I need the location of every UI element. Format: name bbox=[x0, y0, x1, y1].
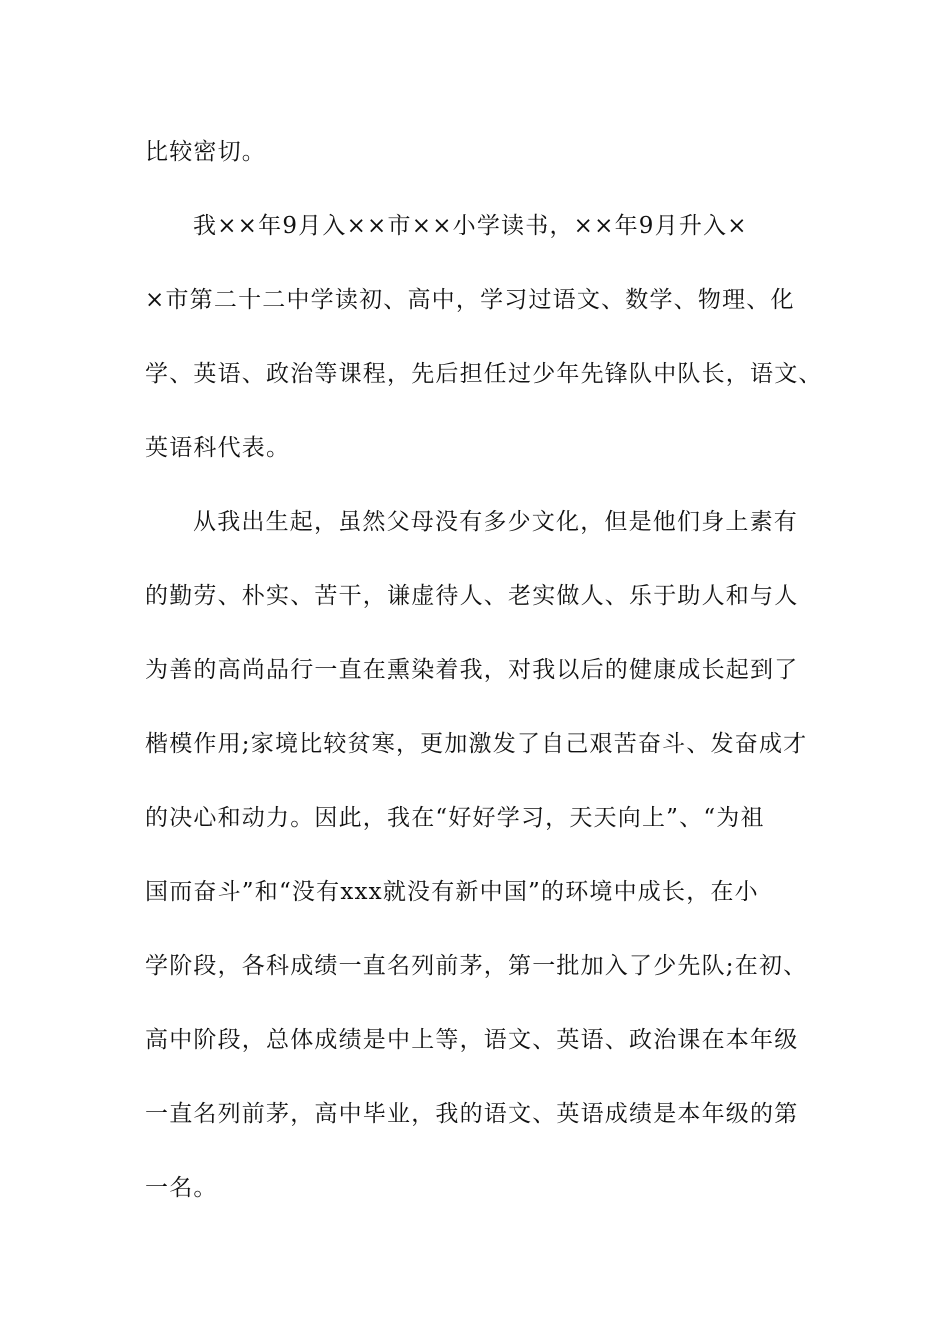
text-line: 高中阶段，总体成绩是中上等，语文、英语、政治课在本年级 bbox=[145, 1027, 799, 1053]
text-line: 一名。 bbox=[145, 1175, 218, 1201]
text-line: 的勤劳、朴实、苦干，谦虚待人、老实做人、乐于助人和与人 bbox=[145, 583, 799, 609]
text-line: ×市第二十二中学读初、高中，学习过语文、数学、物理、化 bbox=[145, 287, 795, 313]
text-line: 一直名列前茅，高中毕业，我的语文、英语成绩是本年级的第 bbox=[145, 1101, 799, 1127]
text-line: 楷模作用;家境比较贫寒，更加激发了自己艰苦奋斗、发奋成才 bbox=[145, 731, 808, 757]
text-line: 为善的高尚品行一直在熏染着我，对我以后的健康成长起到了 bbox=[145, 657, 799, 683]
text-line: 国而奋斗”和“没有xxx就没有新中国”的环境中成长，在小 bbox=[145, 879, 759, 905]
paragraph-first-line: 我××年9月入××市××小学读书，××年9月升入× bbox=[193, 213, 748, 239]
text-line: 比较密切。 bbox=[145, 139, 266, 165]
text-line: 的决心和动力。因此，我在“好好学习，天天向上”、“为祖 bbox=[145, 805, 765, 831]
body-text bbox=[145, 128, 825, 1238]
text-line: 学、英语、政治等课程，先后担任过少年先锋队中队长，语文、 bbox=[145, 361, 823, 387]
paragraph-first-line: 从我出生起，虽然父母没有多少文化，但是他们身上素有 bbox=[193, 509, 798, 535]
text-line: 英语科代表。 bbox=[145, 435, 291, 461]
text-line: 学阶段，各科成绩一直名列前茅，第一批加入了少先队;在初、 bbox=[145, 953, 808, 979]
